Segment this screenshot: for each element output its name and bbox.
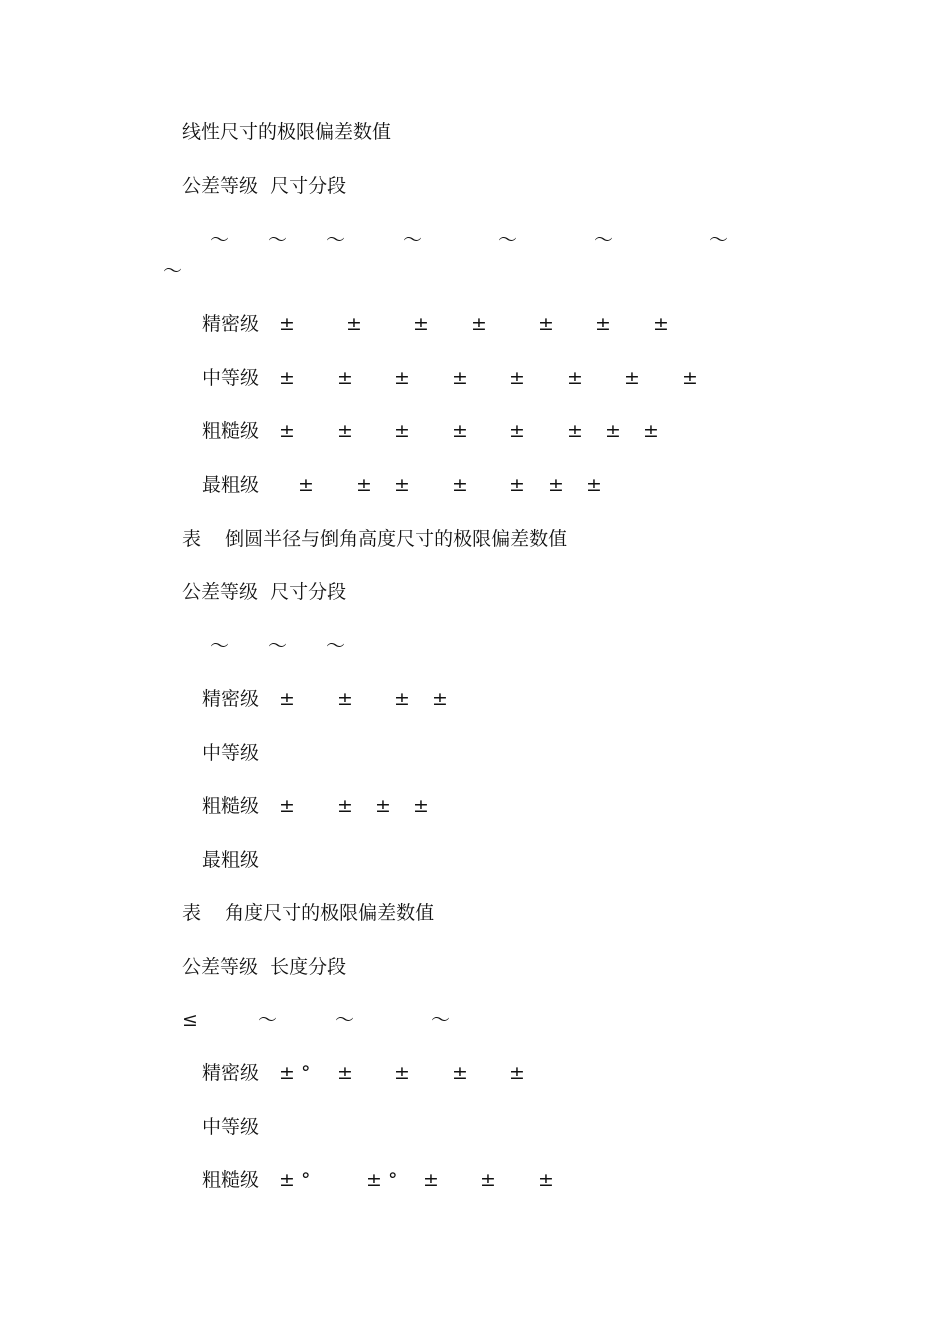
- deviation-cell: ±: [279, 367, 295, 389]
- grade-label: 最粗级: [202, 474, 260, 496]
- deviation-cell: ±: [653, 313, 669, 335]
- grade-label: 中等级: [202, 742, 260, 764]
- deviation-cell: ±: [279, 795, 295, 817]
- deviation-cell: ±: [509, 367, 525, 389]
- range-separator: ～: [258, 1009, 278, 1031]
- deviation-cell: ±: [567, 367, 583, 389]
- deviation-cell: ±: [337, 688, 353, 710]
- deviation-cell: ±: [337, 795, 353, 817]
- deviation-cell: ± °: [279, 1169, 311, 1191]
- linear-table-header: 公差等级 尺寸分段: [182, 175, 347, 197]
- deviation-cell: ±: [413, 795, 429, 817]
- deviation-cell: ±: [337, 1062, 353, 1084]
- deviation-cell: ±: [567, 420, 583, 442]
- deviation-cell: ±: [337, 420, 353, 442]
- deviation-cell: ±: [432, 688, 448, 710]
- radius-table-header: 公差等级 尺寸分段: [182, 581, 347, 603]
- deviation-cell: ±: [548, 474, 564, 496]
- deviation-cell: ±: [423, 1169, 439, 1191]
- deviation-cell: ±: [298, 474, 314, 496]
- range-separator: ～: [210, 635, 230, 657]
- range-separator: ～: [403, 229, 423, 251]
- deviation-cell: ±: [509, 420, 525, 442]
- radius-table-title: 表 倒圆半径与倒角高度尺寸的极限偏差数值: [182, 528, 568, 550]
- deviation-cell: ±: [356, 474, 372, 496]
- deviation-cell: ± °: [279, 1062, 311, 1084]
- range-separator: ～: [594, 229, 614, 251]
- deviation-cell: ±: [452, 420, 468, 442]
- deviation-cell: ±: [605, 420, 621, 442]
- deviation-cell: ±: [346, 313, 362, 335]
- angle-table-header: 公差等级 长度分段: [182, 956, 347, 978]
- deviation-cell: ±: [643, 420, 659, 442]
- deviation-cell: ±: [394, 1062, 410, 1084]
- deviation-cell: ± °: [366, 1169, 398, 1191]
- deviation-cell: ±: [509, 1062, 525, 1084]
- range-separator: ～: [326, 635, 346, 657]
- range-separator: ～: [709, 229, 729, 251]
- linear-table-title: 线性尺寸的极限偏差数值: [182, 121, 392, 143]
- deviation-cell: ±: [538, 313, 554, 335]
- deviation-cell: ±: [682, 367, 698, 389]
- deviation-cell: ±: [586, 474, 602, 496]
- deviation-cell: ±: [538, 1169, 554, 1191]
- deviation-cell: ±: [413, 313, 429, 335]
- deviation-cell: ±: [452, 474, 468, 496]
- deviation-cell: ±: [279, 420, 295, 442]
- range-separator: ～: [268, 635, 288, 657]
- deviation-cell: ±: [595, 313, 611, 335]
- deviation-cell: ±: [452, 1062, 468, 1084]
- deviation-cell: ±: [394, 367, 410, 389]
- range-separator: ～: [335, 1009, 355, 1031]
- deviation-cell: ±: [279, 313, 295, 335]
- range-separator: ～: [326, 229, 346, 251]
- range-separator: ≤: [182, 1009, 198, 1031]
- grade-label: 粗糙级: [202, 795, 260, 817]
- deviation-cell: ±: [279, 688, 295, 710]
- range-separator: ～: [431, 1009, 451, 1031]
- range-separator: ～: [268, 229, 288, 251]
- deviation-cell: ±: [375, 795, 391, 817]
- grade-label: 最粗级: [202, 849, 260, 871]
- deviation-cell: ±: [480, 1169, 496, 1191]
- deviation-cell: ±: [452, 367, 468, 389]
- deviation-cell: ±: [394, 688, 410, 710]
- grade-label: 粗糙级: [202, 1169, 260, 1191]
- grade-label: 精密级: [202, 688, 260, 710]
- deviation-cell: ±: [471, 313, 487, 335]
- deviation-cell: ±: [394, 474, 410, 496]
- deviation-cell: ±: [394, 420, 410, 442]
- grade-label: 精密级: [202, 313, 260, 335]
- range-separator: ～: [163, 260, 183, 282]
- angle-table-title: 表 角度尺寸的极限偏差数值: [182, 902, 435, 924]
- range-separator: ～: [210, 229, 230, 251]
- grade-label: 精密级: [202, 1062, 260, 1084]
- range-separator: ～: [498, 229, 518, 251]
- grade-label: 中等级: [202, 1116, 260, 1138]
- grade-label: 粗糙级: [202, 420, 260, 442]
- deviation-cell: ±: [509, 474, 525, 496]
- grade-label: 中等级: [202, 367, 260, 389]
- deviation-cell: ±: [337, 367, 353, 389]
- deviation-cell: ±: [624, 367, 640, 389]
